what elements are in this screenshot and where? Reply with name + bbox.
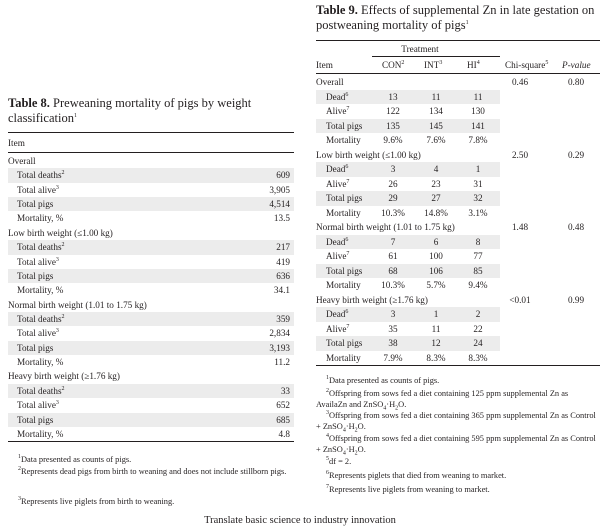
table9-title-text: Effects of supplemental Zn in late gestation on postweaning mortality of pigs — [316, 3, 595, 32]
table9-section-label — [316, 150, 421, 161]
table9-con-value: 10.3% — [381, 280, 405, 290]
table8-section-label-text: Normal birth weight (1.01 to 1.75 kg) — [8, 299, 147, 310]
table8-row-label-text: Total alive — [17, 256, 56, 267]
table9-row-label — [326, 164, 348, 175]
table9-row-label-text: Alive — [326, 323, 347, 334]
table9-row-label-text: Mortality — [326, 207, 361, 218]
table8-row-label-text: Mortality, % — [17, 428, 64, 439]
table8-row-label-text: Total pigs — [17, 199, 54, 210]
table9-row-label — [326, 106, 349, 117]
table9-hi-value: 141 — [471, 120, 485, 131]
table8-row-label-text: Mortality, % — [17, 285, 64, 296]
table9-hi-value: 24 — [473, 338, 483, 348]
table9-chi-value: 0.46 — [511, 77, 529, 87]
table8-top-rule — [8, 132, 294, 133]
table9-header-rule — [316, 73, 600, 74]
table9-row-label — [326, 92, 348, 103]
table8-row-label — [17, 386, 65, 397]
table9-int-value: 14.8% — [424, 207, 448, 218]
table9-con-value: 7.9% — [383, 352, 403, 363]
table8-row-label-text: Total alive — [17, 400, 56, 411]
page-footer: Translate basic science to industry innovation — [204, 515, 396, 526]
table8-row-label-text: Total deaths — [17, 385, 62, 396]
table9-hi-value: 1 — [475, 164, 481, 174]
table8-row-label — [17, 257, 59, 268]
table9-row-label-sup: 6 — [345, 236, 349, 243]
table9-treatment-rule — [372, 56, 500, 57]
table8-row-label — [17, 213, 63, 224]
table9-row-label — [326, 237, 348, 248]
table8-row-label-sup: 2 — [61, 242, 65, 249]
table9-row-label — [326, 309, 348, 320]
table9-footnote — [316, 376, 600, 387]
table9-top-rule — [316, 40, 600, 41]
table9-int-value: 11 — [431, 323, 441, 334]
table9-footnote-mark: 6 — [326, 470, 329, 477]
table8-row-label-sup: 3 — [55, 400, 59, 407]
table9-int-value: 4 — [433, 164, 439, 174]
table8-footnote-mark: 2 — [18, 466, 21, 473]
table9-hi-value: 3.1% — [468, 207, 488, 218]
table8-row-value: 609 — [276, 170, 290, 181]
table8-row-value: 13.5 — [273, 213, 290, 224]
table9-con-value: 135 — [386, 120, 400, 131]
table8-row-label-sup: 3 — [55, 328, 59, 335]
table8-row-label — [17, 271, 53, 282]
table9-hi-value: 31 — [473, 178, 483, 189]
table9-header-con: CON$^2$ — [382, 59, 405, 70]
table8-footnote — [8, 497, 298, 508]
table8-section-label — [8, 300, 147, 311]
table9-row-label-sup: 7 — [346, 250, 350, 257]
table8-row-value: 34.1 — [273, 285, 290, 296]
table9-row-label-sup: 6 — [345, 308, 349, 315]
table8-row-label-text: Mortality, % — [17, 357, 64, 367]
table9-int-value: 106 — [429, 265, 443, 276]
table9-int-value: 12 — [431, 338, 441, 348]
table9-section-label — [316, 77, 344, 88]
table9-footnote-mark: 2 — [326, 388, 329, 395]
table9-hi-value: 9.4% — [468, 280, 488, 290]
table8-row-label-text: Total pigs — [17, 270, 54, 281]
table9-row-label-sup: 6 — [345, 163, 349, 170]
table9-footnote — [316, 434, 600, 455]
table8-title-text: Preweaning mortality of pigs by weight classification — [8, 96, 252, 125]
table9-section-label-text: Overall — [316, 77, 344, 87]
table8-row-value: 4.8 — [278, 428, 290, 439]
table8-row-label-text: Total deaths — [17, 242, 62, 253]
table9-row-label — [326, 251, 349, 262]
table9-row-label-text: Alive — [326, 178, 347, 189]
table8-row-value: 359 — [276, 314, 290, 324]
table9-header-int: INT$^3$ — [424, 59, 443, 70]
table9-header-chi: Chi-square$^5$ — [505, 59, 549, 70]
table9-int-value: 11 — [431, 91, 441, 102]
table9-con-value: 10.3% — [381, 207, 405, 218]
table8-row-value: 636 — [276, 270, 290, 281]
table9-hi-value: 22 — [473, 323, 483, 334]
table9-con-value: 35 — [388, 323, 398, 334]
table8-row-value: 652 — [276, 400, 290, 411]
table9-chi-value: 2.50 — [511, 149, 529, 160]
table9-con-value: 29 — [388, 193, 398, 203]
table9-row-label-text: Mortality — [326, 135, 361, 145]
table9-footnote-text: Offspring from sows fed a diet containing 125 ppm supplemental Zn as AvailaZn and $ZnSO_4\cdot H_2O$. — [316, 389, 569, 412]
table9-row-label-sup: 7 — [346, 105, 350, 112]
table9-row-label-text: Total pigs — [326, 120, 363, 131]
table9-section-label-text: Low birth weight (≤1.00 kg) — [316, 149, 421, 160]
table9-footnote-mark: 1 — [326, 375, 329, 382]
table8-row-label — [17, 343, 53, 354]
table9-int-value: 7.6% — [426, 135, 446, 145]
table8-section-label-text: Overall — [8, 156, 36, 166]
table9-hi-value: 85 — [473, 265, 483, 276]
table8-footnote — [8, 467, 298, 478]
table9-row-label — [326, 280, 361, 291]
table8-row-label — [17, 400, 59, 411]
table9-int-value: 8.3% — [426, 352, 446, 363]
table8-row-label-text: Mortality, % — [17, 213, 64, 224]
table8-footnote-mark: 1 — [18, 454, 21, 461]
table9-con-value: 68 — [388, 265, 398, 276]
table8-title — [8, 96, 293, 126]
table8-row-label — [17, 242, 65, 253]
table8-row-value: 419 — [276, 256, 290, 267]
table9-row-label-text: Mortality — [326, 352, 361, 363]
table9-con-value: 3 — [390, 309, 396, 319]
table8-row-label — [17, 357, 63, 368]
table8-row-label-text: Total alive — [17, 328, 56, 339]
table8-row-label — [17, 429, 63, 440]
table9-section-label — [316, 222, 455, 233]
table8-row-label — [17, 328, 59, 339]
table8-header-rule — [8, 152, 294, 153]
table9-hi-value: 130 — [471, 106, 485, 116]
table9-int-value: 27 — [431, 193, 441, 203]
table9-int-value: 6 — [433, 236, 439, 247]
table9-footnote-text: df = 2. — [329, 457, 352, 466]
table8-footnote-mark: 3 — [18, 496, 21, 503]
table9-title — [316, 3, 600, 33]
table9-section-label — [316, 295, 428, 306]
table9-row-label — [326, 179, 349, 190]
table9-footnote-text: Represents piglets that died from weaning to market. — [329, 471, 507, 480]
table9-chi-value: 1.48 — [511, 222, 529, 232]
table8-row-label-sup: 3 — [55, 256, 59, 263]
table9-footnote — [316, 485, 600, 496]
table8-row-value: 4,514 — [269, 199, 290, 210]
table8-footnote — [8, 455, 298, 466]
table9-header-treatment: Treatment — [401, 44, 439, 54]
table9-footnote-text: Offspring from sows fed a diet containing 595 ppm supplemental Zn as Control + $ZnSO_4\cdot H_2O$. — [316, 434, 596, 457]
table9-row-label — [326, 193, 362, 204]
table9-footnote-text: Represents live piglets from weaning to market. — [329, 485, 490, 494]
table9-section-label-text: Heavy birth weight (≥1.76 kg) — [316, 294, 428, 305]
table9-p-value: 0.29 — [567, 149, 585, 160]
table8-row-label-sup: 2 — [61, 313, 65, 320]
table8-row-label-sup: 3 — [55, 184, 59, 191]
table8-row-value: 685 — [276, 414, 290, 425]
table9-row-label-text: Dead — [326, 91, 346, 102]
table8-row-value: 33 — [280, 385, 290, 396]
table8-row-value: 3,905 — [269, 184, 290, 195]
table8-header-item: Item — [8, 138, 25, 148]
table8-row-value: 3,193 — [269, 342, 290, 353]
table8-section-label — [8, 156, 36, 167]
table9-con-value: 9.6% — [383, 135, 403, 145]
table9-hi-value: 7.8% — [468, 135, 488, 145]
table8-row-label — [17, 285, 63, 296]
table9-title-sup: 1 — [465, 19, 469, 26]
table8-row-label-text: Total pigs — [17, 414, 54, 425]
table9-footnote — [316, 457, 600, 468]
table9-int-value: 23 — [431, 178, 441, 189]
table9-footnote-mark: 7 — [326, 484, 329, 491]
table9-row-label-text: Alive — [326, 251, 347, 261]
table9-label: Table 9. — [316, 3, 358, 17]
table9-int-value: 134 — [429, 106, 443, 116]
table9-row-label-sup: 7 — [346, 178, 350, 185]
table9-row-label — [326, 208, 361, 219]
table9-row-label — [326, 338, 362, 349]
table9-p-value: 0.48 — [567, 222, 585, 232]
table9-row-label-text: Total pigs — [326, 338, 363, 348]
table9-row-label-text: Dead — [326, 309, 346, 319]
table8-footnote-text: Data presented as counts of pigs. — [21, 455, 132, 464]
table8-footnote-text: Represents live piglets from birth to weaning. — [21, 497, 175, 506]
table9-row-label — [326, 266, 362, 277]
table8-row-label — [17, 199, 53, 210]
table9-hi-value: 8.3% — [468, 352, 488, 363]
table9-row-label — [326, 135, 361, 146]
table8-row-label — [17, 170, 65, 181]
table8-row-label-text: Total deaths — [17, 170, 62, 181]
table8-section-label — [8, 371, 120, 382]
table8-row-label — [17, 415, 53, 426]
table9-row-label — [326, 353, 361, 364]
table8-section-label-text: Low birth weight (≤1.00 kg) — [8, 227, 113, 238]
table8-footnote-text: Represents dead pigs from birth to weaning and does not include stillborn pigs. — [21, 467, 287, 476]
table9-row-label-sup: 6 — [345, 91, 349, 98]
table9-row-label-text: Mortality — [326, 280, 361, 290]
table9-con-value: 26 — [388, 178, 398, 189]
table9-int-value: 5.7% — [426, 280, 446, 290]
table9-hi-value: 8 — [475, 236, 481, 247]
table9-p-value: 0.80 — [567, 77, 585, 87]
table8-row-label-text: Total alive — [17, 184, 56, 195]
table9-row-label-text: Dead — [326, 236, 346, 247]
table8-section-label-text: Heavy birth weight (≥1.76 kg) — [8, 371, 120, 382]
table8-row-value: 11.2 — [274, 357, 290, 367]
table8-bottom-rule — [8, 441, 294, 442]
table8-row-label-sup: 2 — [61, 170, 65, 177]
table9-con-value: 61 — [388, 251, 398, 261]
table9-hi-value: 11 — [473, 91, 483, 102]
table9-footnote — [316, 471, 600, 482]
table9-footnote-mark: 3 — [326, 410, 329, 417]
table9-footnote-mark: 4 — [326, 433, 329, 440]
table9-footnote-text: Data presented as counts of pigs. — [329, 376, 440, 385]
table9-con-value: 7 — [390, 236, 396, 247]
table9-con-value: 3 — [390, 164, 396, 174]
table8-label: Table 8. — [8, 96, 50, 110]
table9-row-label — [326, 121, 362, 132]
table9-int-value: 100 — [429, 251, 443, 261]
table9-con-value: 13 — [388, 91, 398, 102]
table9-header-item: Item — [316, 60, 333, 70]
table9-footnote-mark: 5 — [326, 456, 329, 463]
table9-int-value: 145 — [429, 120, 443, 131]
table8-row-value: 2,834 — [269, 328, 290, 339]
table9-row-label-sup: 7 — [346, 323, 350, 330]
table8-row-label — [17, 185, 59, 196]
table9-header-p: P-value — [562, 60, 591, 70]
table9-p-value: 0.99 — [567, 294, 585, 305]
table9-header-hi: $HI^4$ — [467, 59, 480, 70]
table9-footnote-text: Offspring from sows fed a diet containing 365 ppm supplemental Zn as Control + $ZnSO_4\cdot H_2O$. — [316, 411, 596, 434]
table9-hi-value: 32 — [473, 193, 483, 203]
table9-hi-value: 2 — [475, 309, 481, 319]
table9-row-label-text: Dead — [326, 164, 346, 174]
table8-row-label-text: Total pigs — [17, 342, 54, 353]
table9-row-label-text: Total pigs — [326, 193, 363, 203]
table9-hi-value: 77 — [473, 251, 483, 261]
table9-con-value: 38 — [388, 338, 398, 348]
table9-section-label-text: Normal birth weight (1.01 to 1.75 kg) — [316, 222, 455, 232]
table8-row-label-text: Total deaths — [17, 314, 62, 324]
table8-row-label-sup: 2 — [61, 385, 65, 392]
table9-chi-value: <0.01 — [509, 294, 531, 305]
table8-row-value: 217 — [276, 242, 290, 253]
table9-int-value: 1 — [433, 309, 439, 319]
table9-row-label-text: Alive — [326, 106, 347, 116]
table8-row-label — [17, 314, 65, 325]
table9-con-value: 122 — [386, 106, 400, 116]
table9-row-label — [326, 324, 349, 335]
table8-section-label — [8, 228, 113, 239]
table9-footnote — [316, 389, 600, 410]
table9-bottom-rule — [316, 365, 600, 366]
table9-row-label-text: Total pigs — [326, 265, 363, 276]
table8-title-sup: 1 — [73, 112, 77, 119]
table9-footnote — [316, 411, 600, 432]
